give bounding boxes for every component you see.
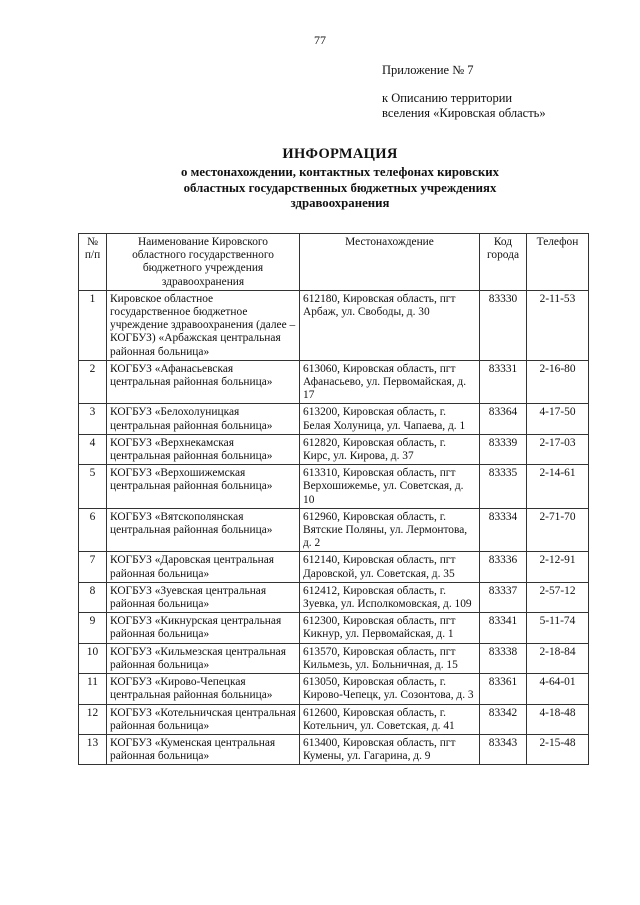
cell-code: 83330 [480,290,527,360]
cell-code: 83336 [480,552,527,582]
table-row [79,508,589,552]
cell-name: КОГБУЗ «Кирово-Чепецкая центральная районная больница» [107,674,300,704]
cell-name: КОГБУЗ «Даровская центральная районная больница» [107,552,300,582]
cell-location: 612412, Кировская область, г. Зуевка, ул. Исполкомовская, д. 109 [300,582,480,612]
table-row [79,434,589,464]
cell-code: 83342 [480,704,527,734]
cell-num: 1 [79,290,107,360]
appendix-line-1: к Описанию территории [382,91,513,105]
cell-code: 83361 [480,674,527,704]
table-row [79,734,589,764]
cell-location: 612600, Кировская область, г. Котельнич, ул. Советская, д. 41 [300,704,480,734]
cell-code: 83339 [480,434,527,464]
cell-name: КОГБУЗ «Зуевская центральная районная больница» [107,582,300,612]
header-name: Наименование Кировского областного государственного бюджетного учреждения здравоохранения [107,234,300,291]
cell-code: 83341 [480,613,527,643]
cell-phone: 2-18-84 [527,643,589,673]
table-row [79,290,589,360]
table-row [79,552,589,582]
table-row [79,404,589,434]
cell-location: 613060, Кировская область, пгт Афанасьево, ул. Первомайская, д. 17 [300,360,480,404]
cell-code: 83334 [480,508,527,552]
table-row [79,643,589,673]
cell-num: 10 [79,643,107,673]
heading-line-2: областных государственных бюджетных учреждениях [183,180,497,195]
heading-title: ИНФОРМАЦИЯ [282,146,398,162]
cell-num: 8 [79,582,107,612]
cell-phone: 4-17-50 [527,404,589,434]
cell-phone: 2-16-80 [527,360,589,404]
cell-name: КОГБУЗ «Верхошижемская центральная районная больница» [107,465,300,509]
cell-num: 2 [79,360,107,404]
cell-location: 613570, Кировская область, пгт Кильмезь, ул. Больничная, д. 15 [300,643,480,673]
cell-location: 612140, Кировская область, пгт Даровской, ул. Советская, д. 35 [300,552,480,582]
cell-code: 83343 [480,734,527,764]
page-number: 77 [314,33,326,47]
heading-line-3: здравоохранения [290,196,390,210]
table-row [79,704,589,734]
cell-num: 7 [79,552,107,582]
cell-name: Кировское областное государственное бюджетное учреждение здравоохранения (далее – КОГБУЗ) «Арбажская центральная районная больница» [107,290,300,360]
cell-phone: 2-57-12 [527,582,589,612]
cell-num: 6 [79,508,107,552]
table-header-row [79,234,589,291]
cell-phone: 2-11-53 [527,290,589,360]
table-row [79,360,589,404]
institutions-table [78,233,589,765]
cell-name: КОГБУЗ «Верхнекамская центральная районная больница» [107,434,300,464]
cell-name: КОГБУЗ «Кильмезская центральная районная больница» [107,643,300,673]
table-row [79,674,589,704]
cell-code: 83364 [480,404,527,434]
cell-name: КОГБУЗ «Афанасьевская центральная районная больница» [107,360,300,404]
cell-phone: 2-14-61 [527,465,589,509]
cell-location: 613050, Кировская область, г. Кирово-Чепецк, ул. Созонтова, д. 3 [300,674,480,704]
appendix-subtitle [382,91,546,121]
cell-phone: 2-17-03 [527,434,589,464]
cell-num: 13 [79,734,107,764]
table-body [79,290,589,765]
cell-num: 4 [79,434,107,464]
header-num: № п/п [79,234,107,291]
table-row [79,465,589,509]
cell-name: КОГБУЗ «Котельничская центральная районная больница» [107,704,300,734]
cell-phone: 4-64-01 [527,674,589,704]
cell-code: 83337 [480,582,527,612]
cell-code: 83335 [480,465,527,509]
header-location: Местонахождение [300,234,480,291]
appendix-line-2: вселения «Кировская область» [382,106,546,120]
cell-phone: 2-12-91 [527,552,589,582]
table-row [79,613,589,643]
cell-location: 613310, Кировская область, пгт Верхошижемье, ул. Советская, д. 10 [300,465,480,509]
cell-num: 12 [79,704,107,734]
cell-name: КОГБУЗ «Белохолуницкая центральная районная больница» [107,404,300,434]
table-row [79,582,589,612]
cell-name: КОГБУЗ «Кикнурская центральная районная больница» [107,613,300,643]
cell-code: 83338 [480,643,527,673]
cell-location: 612960, Кировская область, г. Вятские Поляны, ул. Лермонтова, д. 2 [300,508,480,552]
appendix-title: Приложение № 7 [382,63,474,77]
cell-num: 11 [79,674,107,704]
document-heading [60,146,620,212]
cell-location: 612820, Кировская область, г. Кирс, ул. Кирова, д. 37 [300,434,480,464]
header-phone: Телефон [527,234,589,291]
cell-phone: 2-15-48 [527,734,589,764]
cell-location: 613200, Кировская область, г. Белая Холуница, ул. Чапаева, д. 1 [300,404,480,434]
heading-line-1: о местонахождении, контактных телефонах кировских [181,165,499,179]
cell-num: 5 [79,465,107,509]
cell-num: 9 [79,613,107,643]
cell-phone: 2-71-70 [527,508,589,552]
cell-code: 83331 [480,360,527,404]
cell-phone: 4-18-48 [527,704,589,734]
cell-num: 3 [79,404,107,434]
header-code: Код города [480,234,527,291]
cell-name: КОГБУЗ «Вятскополянская центральная районная больница» [107,508,300,552]
cell-name: КОГБУЗ «Куменская центральная районная больница» [107,734,300,764]
cell-phone: 5-11-74 [527,613,589,643]
cell-location: 612300, Кировская область, пгт Кикнур, ул. Первомайская, д. 1 [300,613,480,643]
cell-location: 612180, Кировская область, пгт Арбаж, ул. Свободы, д. 30 [300,290,480,360]
cell-location: 613400, Кировская область, пгт Кумены, ул. Гагарина, д. 9 [300,734,480,764]
